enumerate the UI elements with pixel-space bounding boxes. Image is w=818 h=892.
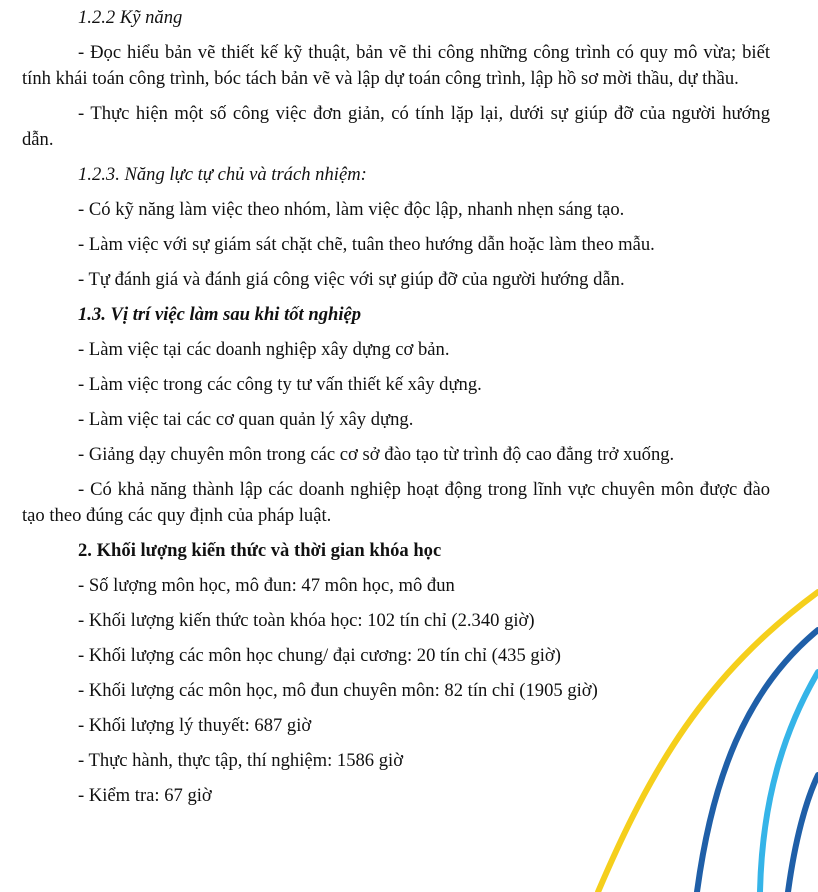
paragraph-start-business: - Có khả năng thành lập các doanh nghiệp hoạt động trong lĩnh vực chuyên môn được đào tạo theo đúng các quy định của pháp luật.: [22, 479, 770, 526]
list-item: - Làm việc trong các công ty tư vấn thiết kế xây dựng.: [78, 374, 482, 395]
list-item: - Khối lượng các môn học, mô đun chuyên môn: 82 tín chỉ (1905 giờ): [78, 680, 598, 701]
list-item: - Khối lượng kiến thức toàn khóa học: 102 tín chỉ (2.340 giờ): [78, 610, 535, 631]
paragraph-simple-tasks: - Thực hiện một số công việc đơn giản, có tính lặp lại, dưới sự giúp đỡ của người hướng dẫn.: [22, 103, 770, 150]
list-item: - Thực hành, thực tập, thí nghiệm: 1586 giờ: [78, 750, 404, 771]
list-item: - Khối lượng các môn học chung/ đại cương: 20 tín chỉ (435 giờ): [78, 645, 561, 666]
heading-section-2: 2. Khối lượng kiến thức và thời gian khóa học: [78, 540, 442, 561]
list-item: - Làm việc tai các cơ quan quản lý xây dựng.: [78, 409, 414, 430]
list-item: - Kiểm tra: 67 giờ: [78, 785, 212, 806]
list-item: - Khối lượng lý thuyết: 687 giờ: [78, 715, 312, 736]
heading-1-3: 1.3. Vị trí việc làm sau khi tốt nghiệp: [78, 304, 362, 325]
paragraph-drawing-reading: - Đọc hiểu bản vẽ thiết kế kỹ thuật, bản vẽ thi công những công trình có quy mô vừa; biết tính khái toán công trình, bóc tách bản vẽ và lập dự toán công trình, lập hồ sơ mời thầu, dự thầu.: [22, 42, 770, 89]
heading-1-2-3: 1.2.3. Năng lực tự chủ và trách nhiệm:: [78, 164, 367, 185]
list-item: - Tự đánh giá và đánh giá công việc với sự giúp đỡ của người hướng dẫn.: [78, 269, 625, 290]
list-item: - Làm việc với sự giám sát chặt chẽ, tuân theo hướng dẫn hoặc làm theo mẫu.: [78, 234, 655, 255]
dark-blue-swoosh-curve-right: [788, 775, 818, 892]
list-item: - Làm việc tại các doanh nghiệp xây dựng cơ bản.: [78, 339, 450, 360]
list-item: - Có kỹ năng làm việc theo nhóm, làm việc độc lập, nhanh nhẹn sáng tạo.: [78, 199, 625, 220]
heading-1-2-2: 1.2.2 Kỹ năng: [78, 7, 183, 28]
list-item: - Số lượng môn học, mô đun: 47 môn học, mô đun: [78, 575, 455, 596]
document-body: [22, 5, 770, 818]
list-item: - Giảng dạy chuyên môn trong các cơ sở đào tạo từ trình độ cao đẳng trở xuống.: [78, 444, 675, 465]
